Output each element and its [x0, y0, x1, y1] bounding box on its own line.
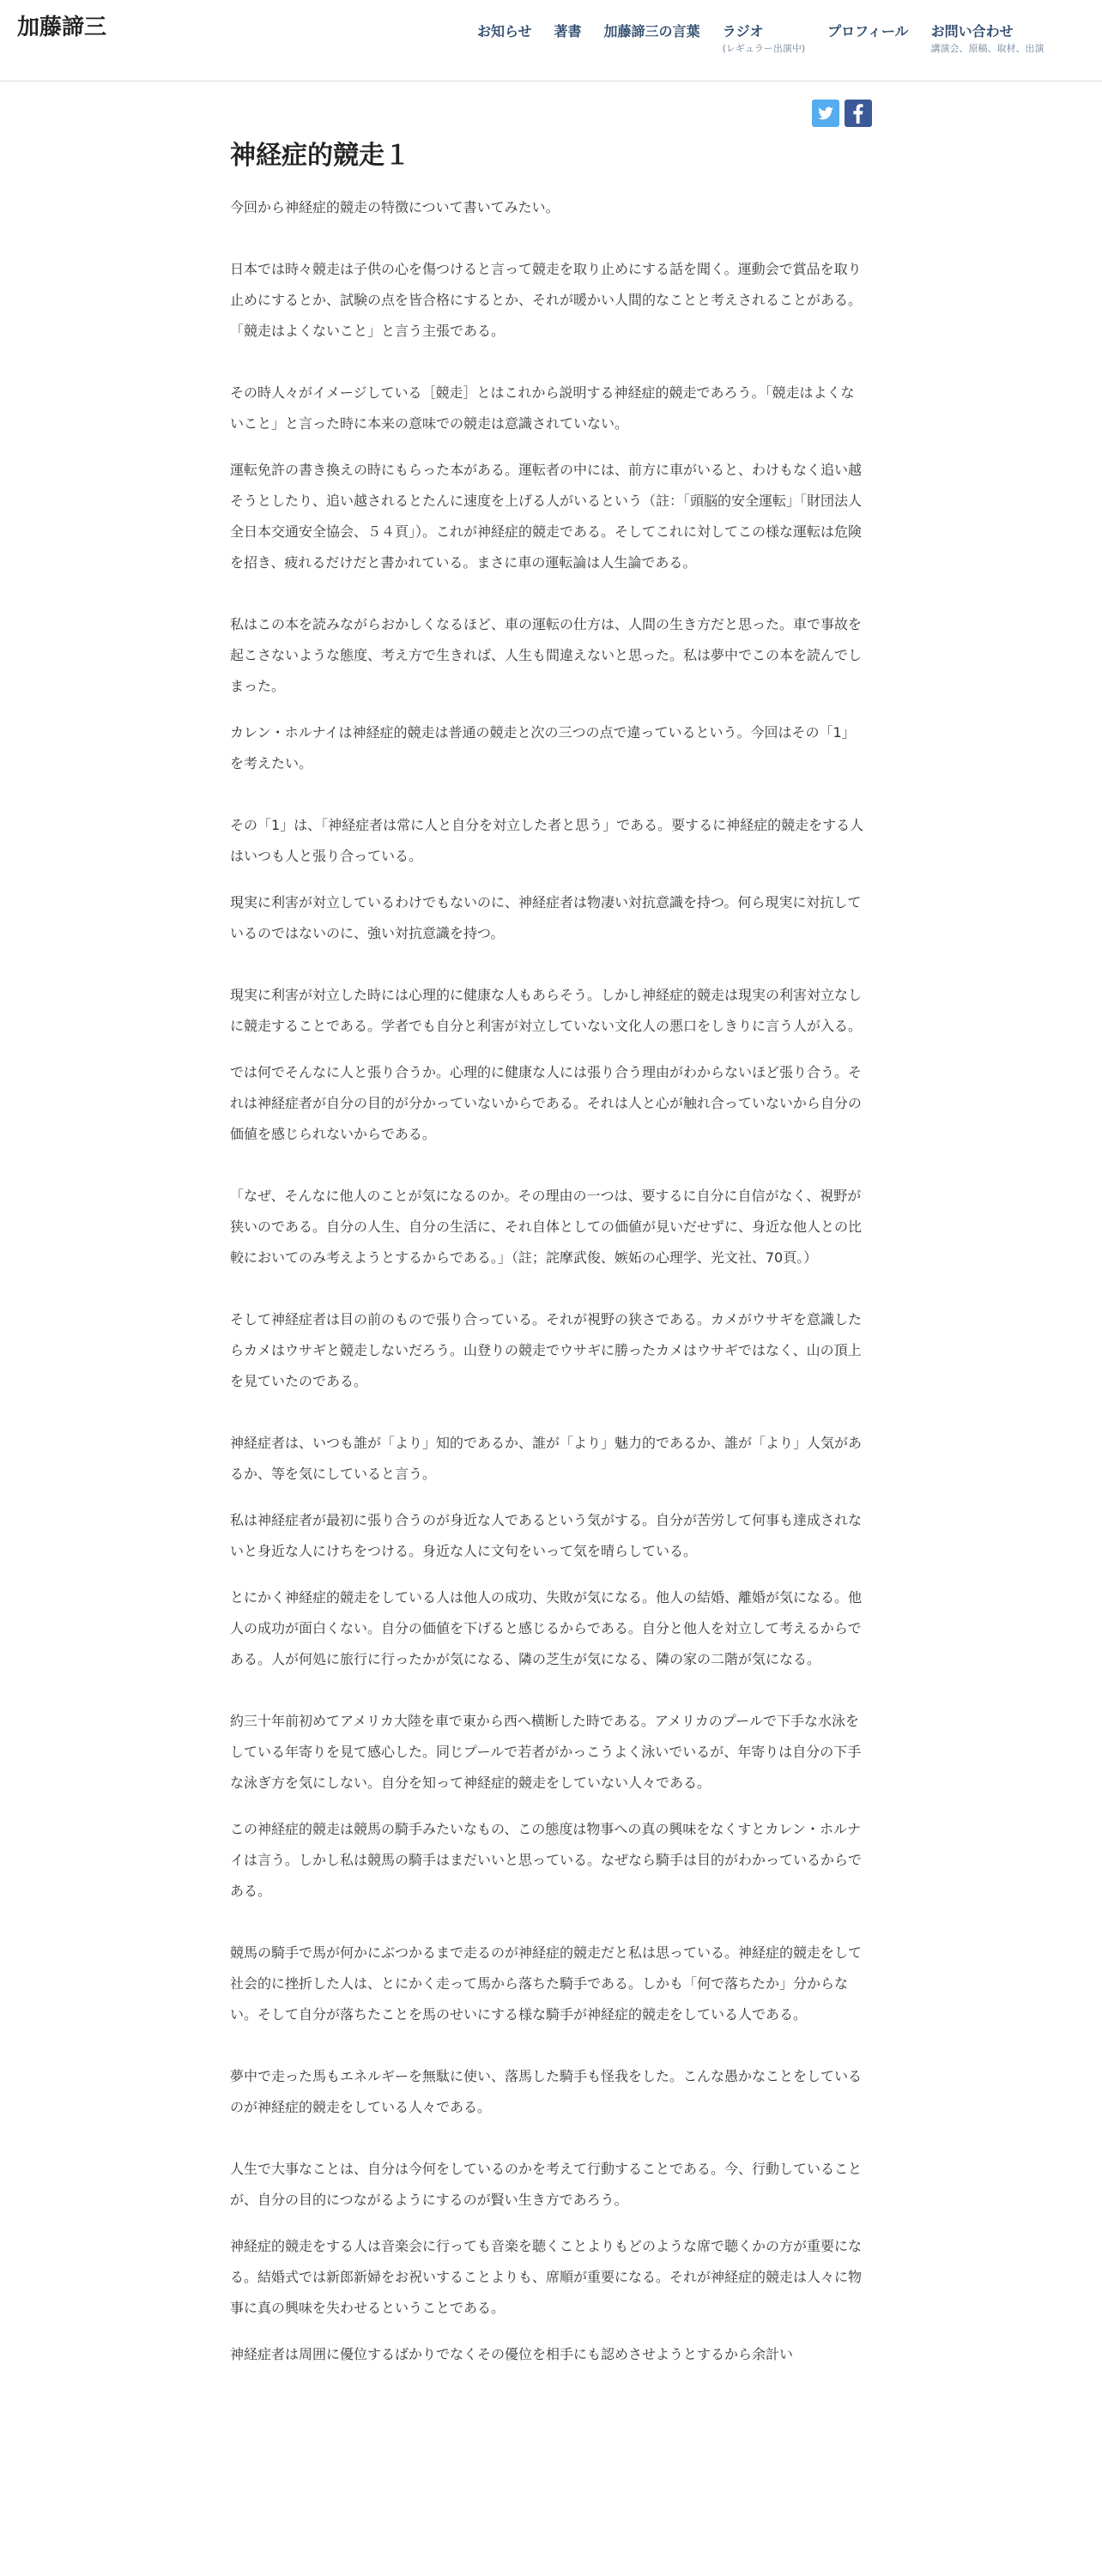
nav-item-books[interactable] [554, 22, 582, 55]
article-paragraph: 現実に利害が対立しているわけでもないのに、神経症者は物凄い対抗意識を持つ。何ら現実に対抗しているのではないのに、強い対抗意識を持つ。 [230, 894, 862, 941]
facebook-share-button[interactable] [845, 100, 872, 127]
article-paragraph: その時人々がイメージしている［競走］とはこれから説明する神経症的競走であろう。「競走はよくないこと」と言った時に本来の意味での競走は意識されていない。 [230, 384, 855, 432]
main-nav [477, 22, 1067, 55]
article-paragraph: 約三十年前初めてアメリカ大陸を車で東から西へ横断した時である。アメリカのプールで下手な水泳をしている年寄りを見て感心した。同じプールで若者がかっこうよく泳いでいるが、年寄りは自分の下手な泳ぎ方を気にしない。自分を知って神経症的競走をしていない人々である。 [230, 1713, 862, 1791]
article-paragraph: 神経症者は周囲に優位するばかりでなくその優位を相手にも認めさせようとするから余計い [230, 2346, 794, 2362]
article-paragraph: そして神経症者は目の前のもので張り合っている。それが視野の狭さである。カメがウサギを意識したらカメはウサギと競走しないだろう。山登りの競走でウサギに勝ったカメはウサギではなく、山の頂上を見ていたのである。 [230, 1311, 863, 1389]
nav-item-radio[interactable] [723, 22, 806, 55]
article-paragraph: では何でそんなに人と張り合うか。心理的に健康な人には張り合う理由がわからないほど張り合う。それは神経症者が自分の目的が分かっていないからである。それは人と心が触れ合っていないから自分の価値を感じられないからである。 [230, 1064, 863, 1142]
nav-label: お知らせ [477, 23, 532, 39]
article-paragraph: 「なぜ、そんなに他人のことが気になるのか。その理由の一つは、要するに自分に自信がなく、視野が狭いのである。自分の人生、自分の生活に、それ自体としての価値が見いだせずに、身近な他人との比較においてのみ考えようとするからである。」（註；詫摩武俊、嫉妬の心理学、光文社、70頁。） [230, 1188, 863, 1266]
share-buttons [812, 100, 877, 127]
article-paragraph: 競馬の騎手で馬が何かにぶつかるまで走るのが神経症的競走だと私は思っている。神経症的競走をして社会的に挫折した人は、とにかく走って馬から落ちた騎手である。しかも「何で落ちたか」分からない。そして自分が落ちたことを馬のせいにする様な騎手が神経症的競走をしている人である。 [230, 1944, 863, 2023]
nav-item-profile[interactable] [827, 22, 908, 55]
article-paragraph: カレン・ホルナイは神経症的競走は普通の競走と次の三つの点で違っているという。今回はその「1」を考えたい。 [230, 724, 856, 771]
article-paragraph: 運転免許の書き換えの時にもらった本がある。運転者の中には、前方に車がいると、わけもなく追い越そうとしたり、追い越されるとたんに速度を上げる人がいるという（註：「頭脳的安全運転」「財団法人全日本交通安全協会、５４頁」）。これが神経症的競走である。そしてこれに対してこの様な運転は危険を招き、疲れるだけだと書かれている。まさに車の運転論は人生論である。 [230, 462, 863, 571]
nav-item-news[interactable] [477, 22, 532, 55]
article-paragraph: その「1」は、「神経症者は常に人と自分を対立した者と思う」である。要するに神経症的競走をする人はいつも人と張り合っている。 [230, 817, 864, 864]
article-paragraph: 神経症者は、いつも誰が「より」知的であるか、誰が「より」魅力的であるか、誰が「より」人気があるか、等を気にしていると言う。 [230, 1435, 863, 1482]
facebook-icon [845, 100, 872, 127]
article-paragraph: 私は神経症者が最初に張り合うのが身近な人であるという気がする。自分が苦労して何事も達成されないと身近な人にけちをつける。身近な人に文句をいって気を晴らしている。 [230, 1512, 863, 1559]
nav-label: 著書 [554, 23, 582, 39]
article-paragraph: この神経症的競走は競馬の騎手みたいなもの、この態度は物事への真の興味をなくすとカレン・ホルナイは言う。しかし私は競馬の騎手はまだいいと思っている。なぜなら騎手は目的がわかっているからである。 [230, 1821, 862, 1899]
article-paragraph: とにかく神経症的競走をしている人は他人の成功、失敗が気になる。他人の結婚、離婚が気になる。他人の成功が面白くない。自分の価値を下げると感じるからである。自分と他人を対立して考えるからである。人が何処に旅行に行ったかが気になる、隣の芝生が気になる、隣の家の二階が気になる。 [230, 1589, 863, 1667]
article-paragraph: 夢中で走った馬もエネルギーを無駄に使い、落馬した騎手も怪我をした。こんな愚かなことをしているのが神経症的競走をしている人々である。 [230, 2068, 863, 2115]
article-title: 神経症的競走１ [230, 141, 410, 171]
article-paragraph: 人生で大事なことは、自分は今何をしているのかを考えて行動することである。今、行動していることが、自分の目的につながるようにするのが賢い生き方であろう。 [230, 2161, 863, 2208]
site-title[interactable]: 加藤諦三 [17, 15, 107, 40]
article-paragraph: 神経症的競走をする人は音楽会に行っても音楽を聴くことよりもどのような席で聴くかの方が重要になる。結婚式では新郎新婦をお祝いすることよりも、席順が重要になる。それが神経症的競走は人々に物事に真の興味を失わせるということである。 [230, 2238, 863, 2316]
nav-label: 加藤諦三の言葉 [603, 23, 700, 39]
nav-label: プロフィール [827, 23, 909, 39]
nav-label: お問い合わせ [930, 23, 1014, 39]
site-header [0, 0, 1102, 82]
article-paragraph: 私はこの本を読みながらおかしくなるほど、車の運転の仕方は、人間の生き方だと思った。車で事故を起こさないような態度、考え方で生きれば、人生も間違えないと思った。私は夢中でこの本を読んでしまった。 [230, 616, 863, 694]
nav-sublabel: 講演会、原稿、取材、出演 [930, 43, 1044, 54]
twitter-share-button[interactable] [812, 100, 839, 127]
article-paragraph: 現実に利害が対立した時には心理的に健康な人もあらそう。しかし神経症的競走は現実の利害対立なしに競走することである。学者でも自分と利害が対立していない文化人の悪口をしきりに言う人が入る。 [230, 987, 863, 1034]
twitter-icon [812, 100, 839, 127]
article-paragraph: 今回から神経症的競走の特徴について書いてみたい。 [230, 199, 560, 215]
article [230, 137, 865, 2386]
nav-sublabel: (レギュラー出演中) [722, 43, 806, 54]
nav-label: ラジオ [722, 23, 764, 39]
nav-item-contact[interactable] [931, 22, 1044, 55]
nav-item-words[interactable] [604, 22, 700, 55]
article-paragraph: 日本では時々競走は子供の心を傷つけると言って競走を取り止めにする話を聞く。運動会で賞品を取り止めにするとか、試験の点を皆合格にするとか、それが暖かい人間的なことと考えされることがある。「競走はよくないこと」と言う主張である。 [230, 261, 863, 339]
